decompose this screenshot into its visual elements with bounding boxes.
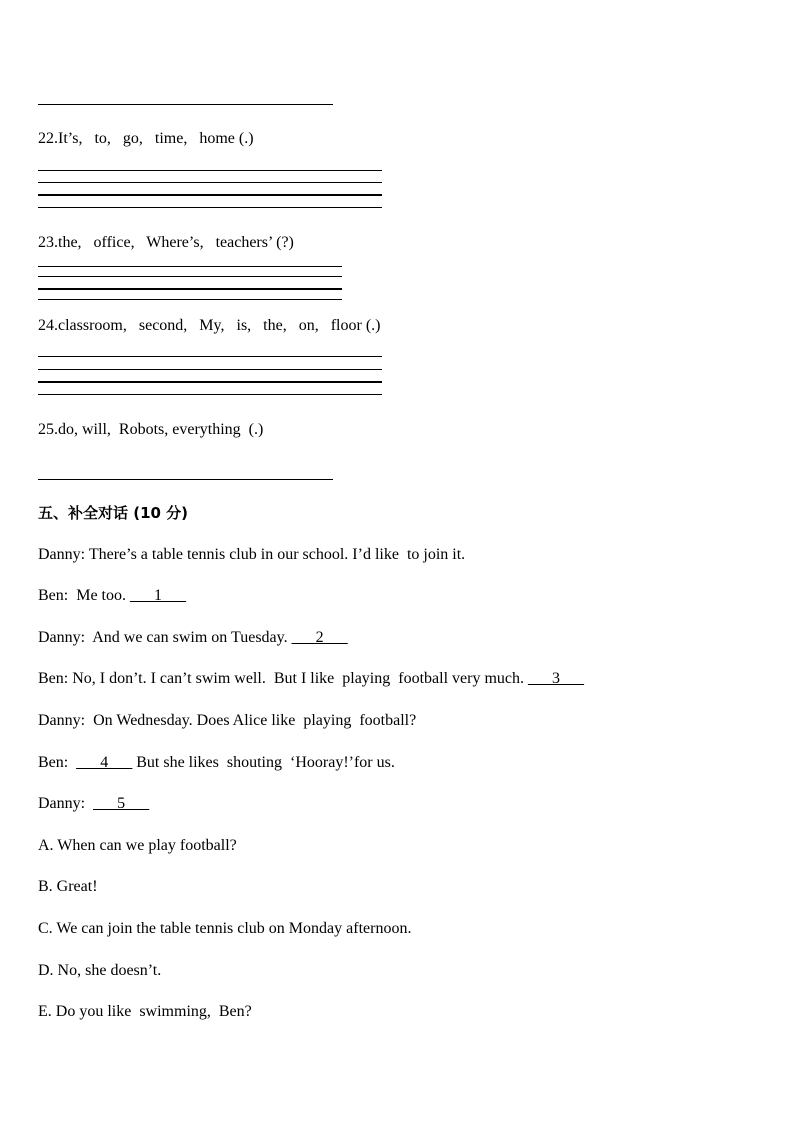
dialogue-line: Danny: There’s a table tennis club in our school. I’d like to join it. <box>38 546 466 563</box>
blank-1[interactable]: ___1___ <box>130 587 186 604</box>
answer-line[interactable] <box>38 104 333 105</box>
blank-2[interactable]: ___2___ <box>291 629 348 646</box>
dialogue-line: Ben: No, I don’t. I can’t swim well. But I like playing football very much. ___3___ <box>38 670 584 687</box>
question-22: 22.It’s, to, go, time, home (.) <box>38 130 254 147</box>
option-c: C. We can join the table tennis club on Monday afternoon. <box>38 920 412 937</box>
blank-5[interactable]: ___5___ <box>93 795 150 812</box>
dialogue-line: Ben: Me too. ___1___ <box>38 587 186 604</box>
option-a: A. When can we play football? <box>38 837 237 854</box>
dialogue-line: Danny: And we can swim on Tuesday. ___2___ <box>38 629 348 646</box>
blank-3[interactable]: ___3___ <box>528 670 584 687</box>
option-d: D. No, she doesn’t. <box>38 962 162 979</box>
question-24: 24.classroom, second, My, is, the, on, floor (.) <box>38 317 381 334</box>
option-e: E. Do you like swimming, Ben? <box>38 1003 252 1020</box>
dialogue-line: Ben: ___4___ But she likes shouting ‘Hooray!’for us. <box>38 754 395 771</box>
question-23: 23.the, office, Where’s, teachers’ (?) <box>38 234 294 251</box>
answer-line-25[interactable] <box>38 479 333 480</box>
question-25: 25.do, will, Robots, everything (.) <box>38 421 264 438</box>
section-heading: 五、补全对话 (10 分) <box>38 504 189 522</box>
option-b: B. Great! <box>38 878 98 895</box>
blank-4[interactable]: ___4___ <box>76 754 133 771</box>
dialogue-line: Danny: ___5___ <box>38 795 150 812</box>
dialogue-line: Danny: On Wednesday. Does Alice like playing football? <box>38 712 417 729</box>
